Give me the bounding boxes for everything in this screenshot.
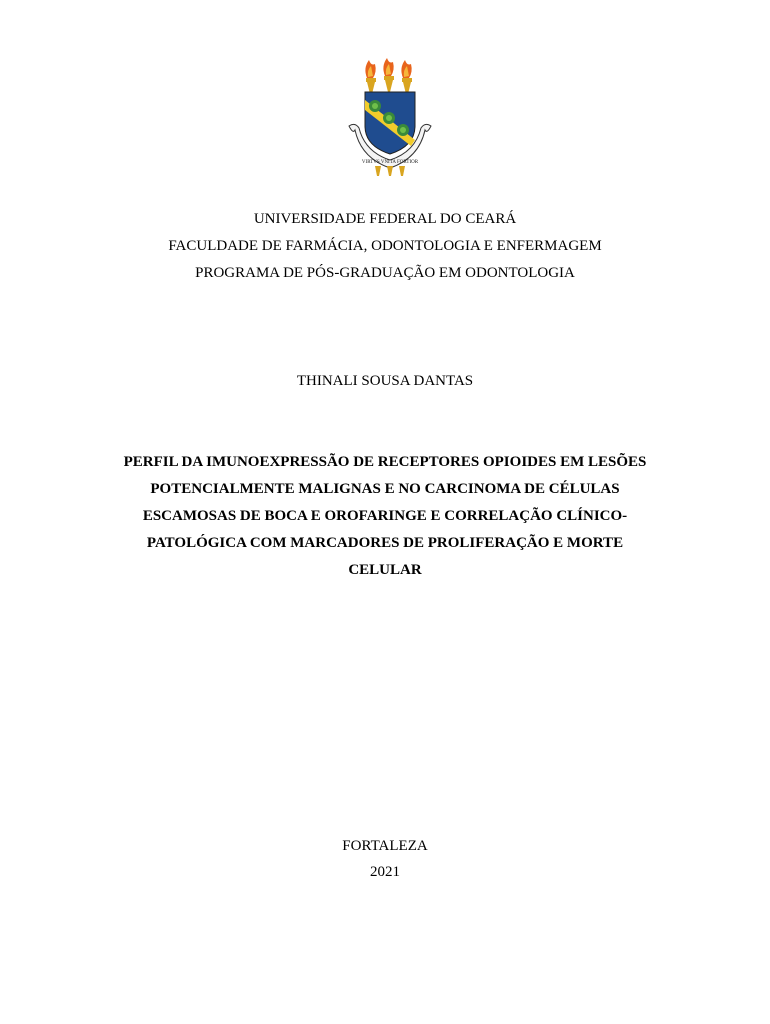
torch-base-icon [375, 166, 405, 176]
thesis-title [100, 449, 670, 584]
thesis-title-line: PATOLÓGICA COM MARCADORES DE PROLIFERAÇÃO E MORTE [146, 535, 624, 551]
university-coat-of-arms-logo [345, 56, 435, 178]
city: FORTALEZA [342, 838, 428, 854]
author-name: THINALI SOUSA DANTAS [296, 373, 474, 389]
torch-icon [383, 58, 394, 92]
thesis-title-line: CELULAR [348, 562, 422, 578]
thesis-title-line: POTENCIALMENTE MALIGNAS E NO CARCINOMA DE CÉLULAS [150, 481, 620, 497]
year: 2021 [370, 864, 400, 880]
torch-icon [365, 60, 376, 94]
university-name: UNIVERSIDADE FEDERAL DO CEARÁ [253, 211, 517, 227]
thesis-title-line: PERFIL DA IMUNOEXPRESSÃO DE RECEPTORES OPIOIDES EM LESÕES [123, 454, 647, 470]
shield-icon [365, 92, 415, 154]
program-name: PROGRAMA DE PÓS-GRADUAÇÃO EM ODONTOLOGIA [195, 265, 575, 281]
thesis-title-line: ESCAMOSAS DE BOCA E OROFARINGE E CORRELAÇÃO CLÍNICO- [142, 508, 628, 524]
svg-text:VIRTVS VNITA FORTIOR: VIRTVS VNITA FORTIOR [361, 160, 419, 165]
faculty-name: FACULDADE DE FARMÁCIA, ODONTOLOGIA E ENFERMAGEM [168, 238, 602, 254]
torch-icon [401, 60, 412, 94]
